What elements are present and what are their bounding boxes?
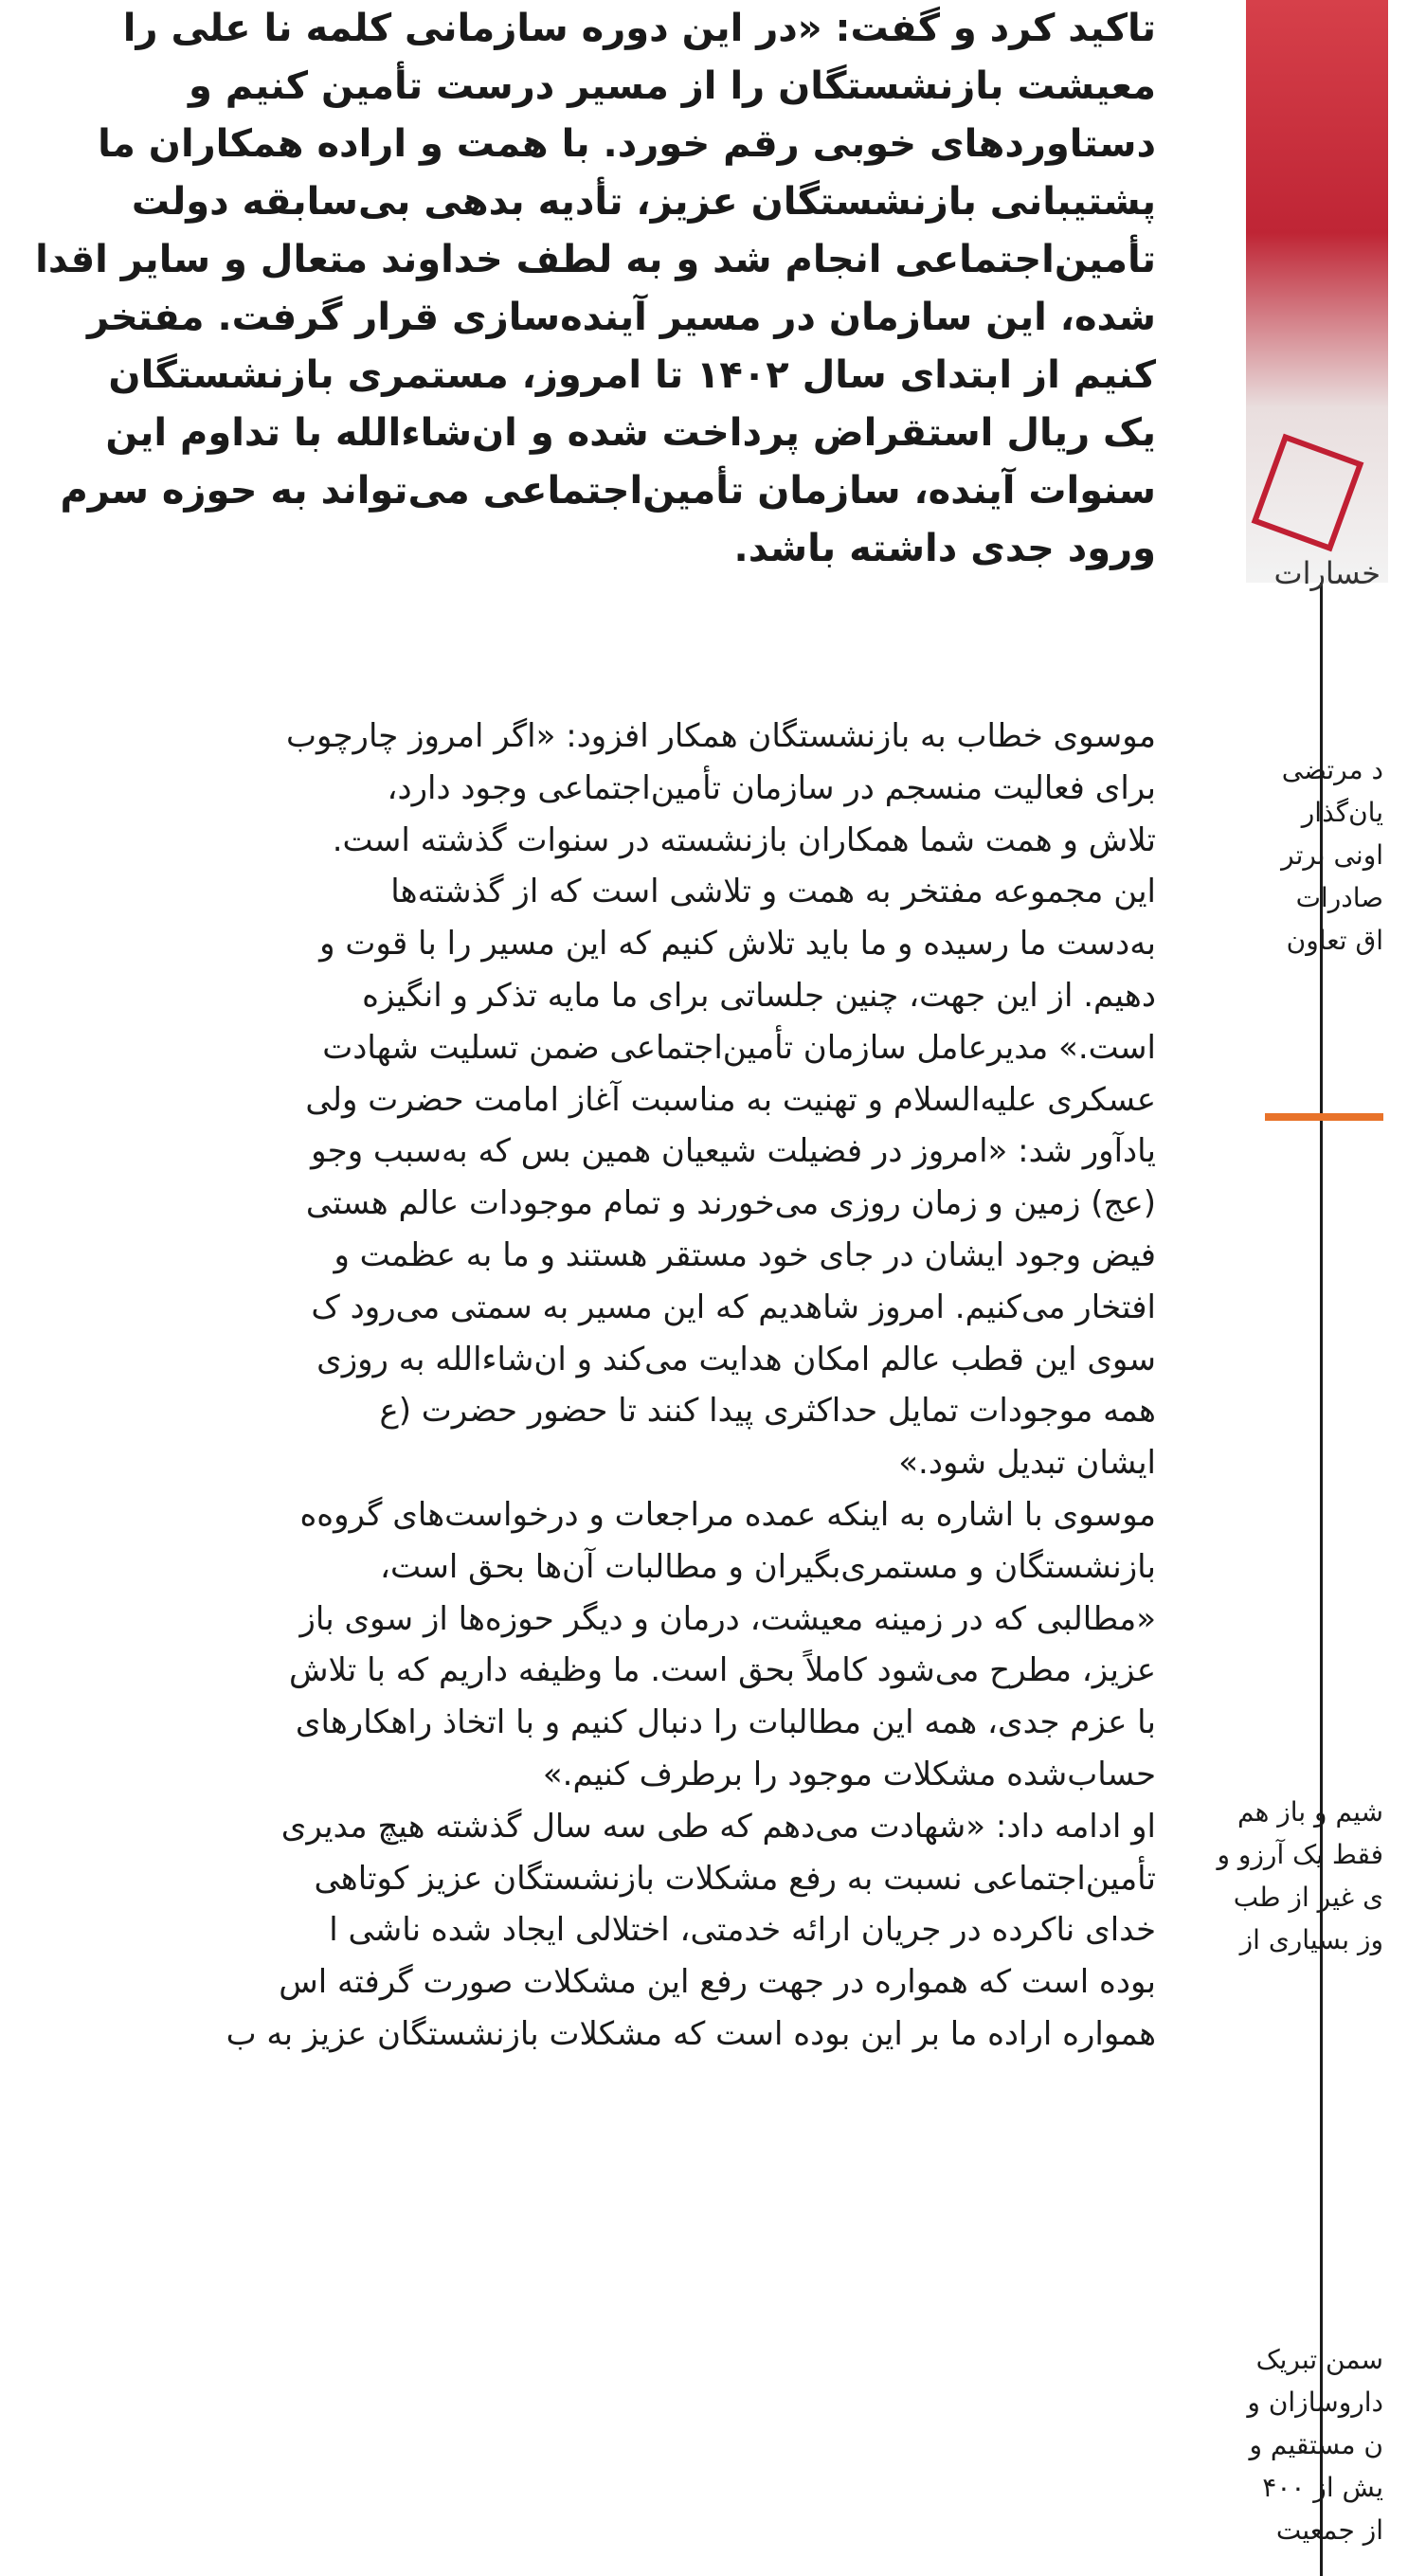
side-line: سمن تبریک [1255, 2344, 1383, 2375]
body-line: (عج) زمین و زمان روزی می‌خورند و تمام موجودات عالم هستی [305, 1184, 1156, 1223]
body-line: بوده است که همواره در جهت رفع این مشکلات صورت گرفته اس [279, 1963, 1156, 2002]
body-line: موسوی با اشاره به اینکه عمده مراجعات و درخواست‌های گروه‌ه [299, 1495, 1156, 1534]
photo-caption: خسارات [1273, 555, 1381, 591]
side-line: د مرتضی [1281, 754, 1383, 785]
lead-line: تاکید کرد و گفت: «در این دوره سازمانی کلمه نا علی را [122, 7, 1156, 50]
body-line: موسوی خطاب به بازنشستگان همکار افزود: «اگر امروز چارچوب [285, 717, 1156, 755]
side-line: یش از ۴۰۰ [1262, 2472, 1383, 2503]
main-article-column [5, 0, 1317, 2576]
side-line: شیم و باز هم [1236, 1796, 1383, 1828]
body-line: تأمین‌اجتماعی نسبت به رفع مشکلات بازنشستگان عزیز کوتاهی [314, 1859, 1156, 1898]
side-block-3 [1246, 2338, 1383, 2551]
lead-line: سنوات آینده، سازمان تأمین‌اجتماعی می‌تواند به حوزه سرم [60, 469, 1156, 513]
body-line: به‌دست ما رسیده و ما باید تلاش کنیم که این مسیر را با قوت و [319, 925, 1156, 964]
lead-line: ورود جدی داشته باشد. [733, 527, 1156, 570]
side-block-2 [1217, 1791, 1383, 1961]
body-line: تلاش و همت شما همکاران بازنشسته در سنوات گذشته است. [332, 820, 1156, 859]
body-line: یادآور شد: «امروز در فضیلت شیعیان همین بس که به‌سبب وجو [311, 1132, 1156, 1171]
body-line: برای فعالیت منسجم در سازمان تأمین‌اجتماعی وجود دارد، [387, 768, 1156, 807]
side-line: داروسازان و [1247, 2387, 1383, 2418]
body-line: او ادامه داد: «شهادت می‌دهم که طی سه سال گذشته هیچ مدیری [280, 1807, 1156, 1846]
body-line: افتخار می‌کنیم. امروز شاهدیم که این مسیر به سمتی می‌رود ک [311, 1288, 1156, 1326]
body-line: است.» مدیرعامل سازمان تأمین‌اجتماعی ضمن تسلیت شهادت [322, 1028, 1156, 1067]
side-line: اونی برتر [1281, 839, 1383, 871]
lead-line: معیشت بازنشستگان را از مسیر درست تأمین کنیم و [188, 64, 1156, 108]
side-block-1 [1246, 748, 1383, 962]
news-photo [1246, 0, 1388, 583]
body-line: عسکری علیه‌السلام و تهنیت به مناسبت آغاز امامت حضرت ولی [305, 1080, 1156, 1119]
side-line: از جمعیت [1275, 2514, 1383, 2546]
body-line: دهیم. از این جهت، چنین جلساتی برای ما مایه تذکر و انگیزه [362, 976, 1156, 1015]
body-line: فیض وجود ایشان در جای خود مستقر هستند و ما به عظمت و [334, 1235, 1156, 1274]
body-line: حساب‌شده مشکلات موجود را برطرف کنیم.» [542, 1755, 1156, 1793]
side-line: یان‌گذار [1301, 797, 1383, 828]
body-line: خدای ناکرده در جریان ارائه خدمتی، اختلالی ایجاد شده ناشی ا [329, 1911, 1156, 1950]
body-line: همه موجودات تمایل حداکثری پیدا کنند تا حضور حضرت (ع [379, 1392, 1156, 1431]
lead-line: شده، این سازمان در مسیر آینده‌سازی قرار گرفت. مفتخر [86, 296, 1156, 339]
body-line: «مطالبی که در زمینه معیشت، درمان و دیگر حوزه‌ها از سوی باز [299, 1599, 1156, 1638]
body-line: بازنشستگان و مستمری‌بگیران و مطالبات آن‌ها بحق است، [380, 1547, 1156, 1586]
side-line: فقط یک آرزو و [1217, 1839, 1383, 1870]
body-line: همواره اراده ما بر این بوده است که مشکلات بازنشستگان عزیز به ب [226, 2014, 1156, 2053]
body-line: سوی این قطب عالم امکان هدایت می‌کند و ان‌شاءالله به روزی [316, 1340, 1156, 1378]
side-line: ی غیر از طب [1233, 1882, 1383, 1913]
side-line: صادرات [1295, 882, 1383, 913]
photo-red-object [1252, 434, 1364, 552]
body-line: عزیز، مطرح می‌شود کاملاً بحق است. ما وظیفه داریم که با تلاش [289, 1651, 1156, 1690]
body-line: ایشان تبدیل شود.» [898, 1444, 1156, 1483]
side-line: ن مستقیم و [1249, 2429, 1383, 2460]
lead-line: پشتیبانی بازنشستگان عزیز، تأدیه بدهی بی‌سابقه دولت [131, 180, 1156, 224]
lead-line: دستاوردهای خوبی رقم خورد. با همت و اراده همکاران ما [98, 122, 1156, 166]
section-divider-rule [1265, 1113, 1383, 1121]
lead-line: یک ریال استقراض پرداخت شده و ان‌شاءالله با تداوم این [105, 411, 1156, 455]
lead-line: تأمین‌اجتماعی انجام شد و به لطف خداوند متعال و سایر اقدا [35, 238, 1156, 281]
lead-paragraph [0, 0, 1156, 578]
side-column [1217, 0, 1426, 2576]
body-line: این مجموعه مفتخر به همت و تلاشی است که از گذشته‌ها [390, 873, 1156, 911]
article-body [0, 711, 1156, 2061]
lead-line: کنیم از ابتدای سال ۱۴۰۲ تا امروز، مستمری بازنشستگان [108, 353, 1156, 397]
side-line: وز بسیاری از [1239, 1924, 1383, 1955]
side-line: اق تعاون [1286, 925, 1383, 956]
body-line: با عزم جدی، همه این مطالبات را دنبال کنیم و با اتخاذ راهکارهای [295, 1703, 1156, 1742]
